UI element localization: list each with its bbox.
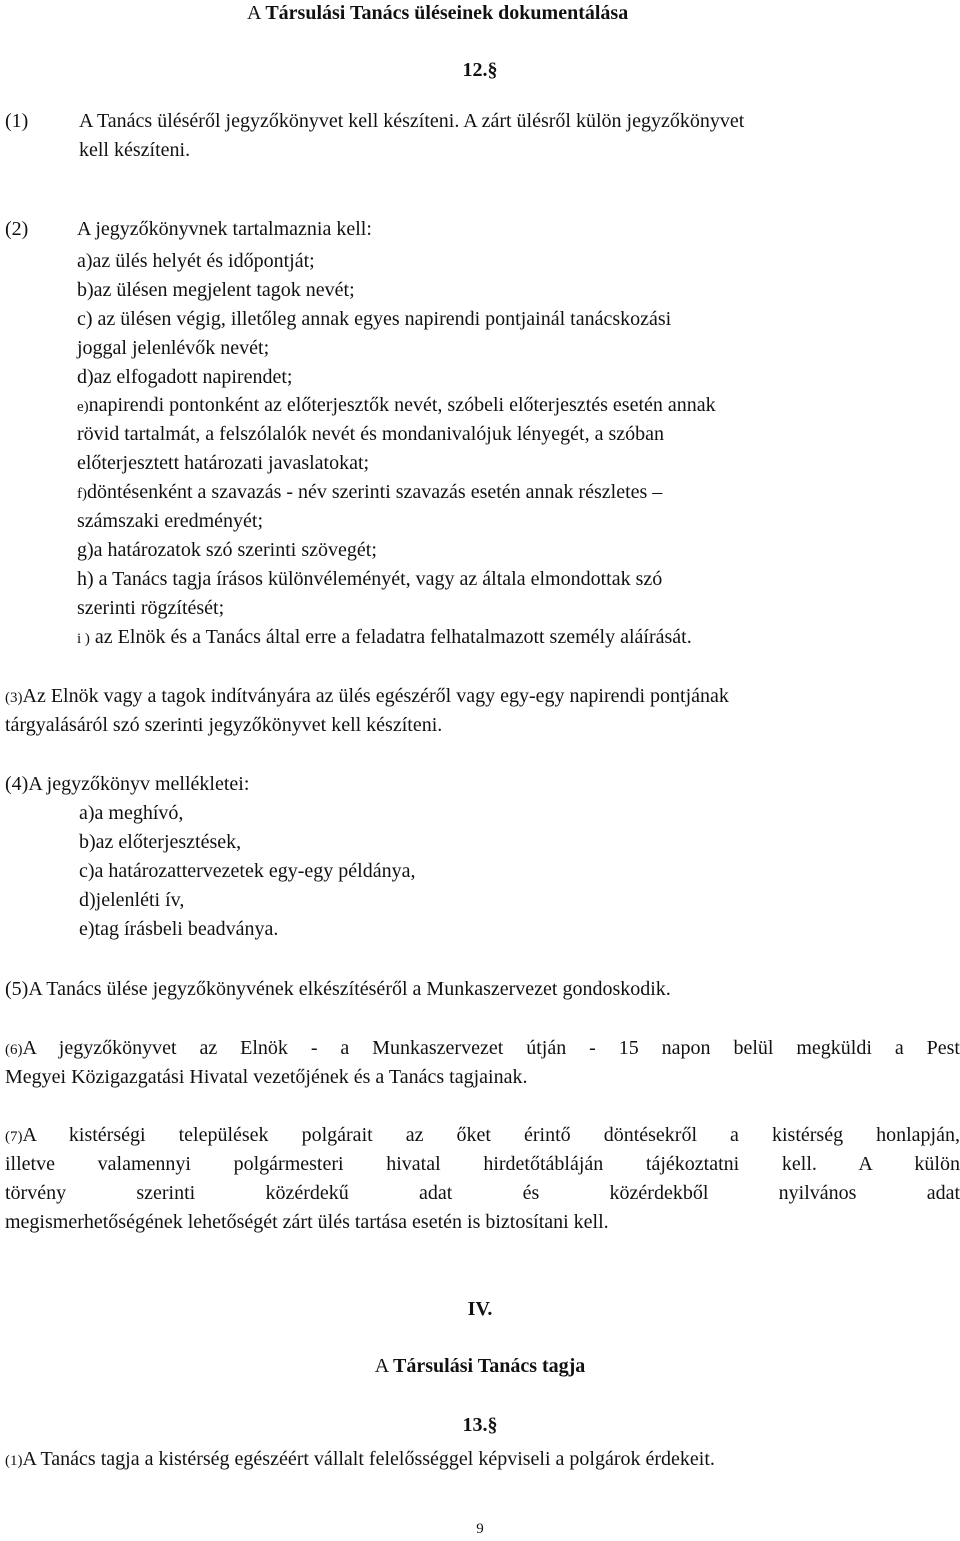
p2-item-h-cont: szerinti rögzítését; [77, 597, 225, 619]
p2-item-e-cont2: előterjesztett határozati javaslatokat; [77, 452, 370, 474]
p2-item-a: a)az ülés helyét és időpontját; [77, 250, 315, 272]
p2-item-c: c) az ülésen végig, illetőleg annak egyes napirendi pontjainál tanácskozási [77, 308, 672, 330]
p2-item-f-cont: számszaki eredményét; [77, 510, 264, 532]
p2-intro: A jegyzőkönyvnek tartalmaznia kell: [77, 218, 372, 240]
p3-line1: (3)Az Elnök vagy a tagok indítványára az ülés egészéről vagy egy-egy napirendi pontjának [5, 685, 729, 707]
p2-item-h: h) a Tanács tagja írásos különvéleményét, vagy az általa elmondottak szó [77, 568, 663, 590]
p4-item-c: c)a határozattervezetek egy-egy példánya, [79, 860, 416, 882]
p7-line1: (7)A kistérségi települések polgárait az őket érintő döntésekről a kistérség honlapján, [5, 1124, 960, 1146]
p2-item-f: f)döntésenként a szavazás - név szerinti szavazás esetén annak részletes – [77, 481, 663, 503]
p4-intro: (4)A jegyzőkönyv mellékletei: [5, 773, 250, 795]
p1-line1: A Tanács üléséről jegyzőkönyvet kell készíteni. A zárt ülésről külön jegyzőkönyvet [79, 110, 745, 132]
p2-item-c-cont: joggal jelenlévők nevét; [77, 337, 270, 359]
p1-number: (1) [5, 110, 29, 132]
p3-line2: tárgyalásáról szó szerinti jegyzőkönyvet kell készíteni. [5, 714, 443, 736]
p1-line2: kell készíteni. [79, 139, 191, 161]
p5: (5)A Tanács ülése jegyzőkönyvének elkészítéséről a Munkaszervezet gondoskodik. [5, 978, 671, 1000]
p4-item-a: a)a meghívó, [79, 802, 184, 824]
p7-line4: megismerhetőségének lehetőségét zárt ülés tartása esetén is biztosítani kell. [5, 1211, 609, 1233]
page-number: 9 [476, 1521, 484, 1537]
section-number-12: 12.§ [462, 59, 498, 81]
p2-number: (2) [5, 218, 29, 240]
chapter-number: IV. [467, 1298, 493, 1320]
p4-item-d: d)jelenléti ív, [79, 889, 185, 911]
section-number-13: 13.§ [462, 1414, 498, 1436]
p4-item-b: b)az előterjesztések, [79, 831, 242, 853]
p6-line1: (6)A jegyzőkönyvet az Elnök - a Munkaszervezet útján - 15 napon belül megküldi a Pest [5, 1037, 960, 1059]
p13-1: (1)A Tanács tagja a kistérség egészéért vállalt felelősséggel képviseli a polgárok érdekeit. [5, 1448, 715, 1470]
p2-item-d: d)az elfogadott napirendet; [77, 366, 293, 388]
p4-item-e: e)tag írásbeli beadványa. [79, 918, 279, 940]
p2-item-g: g)a határozatok szó szerinti szövegét; [77, 539, 377, 561]
p2-item-i: i ) az Elnök és a Tanács által erre a feladatra felhatalmazott személy aláírását. [77, 626, 692, 648]
p6-line2: Megyei Közigazgatási Hivatal vezetőjének és a Tanács tagjainak. [5, 1066, 528, 1088]
chapter-title: A Társulási Tanács tagja [374, 1355, 586, 1377]
p2-item-e: e)napirendi pontonként az előterjesztők nevét, szóbeli előterjesztés esetén annak [77, 394, 716, 416]
section-heading: A Társulási Tanács üléseinek dokumentálása [247, 2, 629, 24]
p7-line2: illetve valamennyi polgármesteri hivatal hirdetőtábláján tájékoztatni kell. A külön [5, 1153, 960, 1175]
p7-line3: törvény szerinti közérdekű adat és közérdekből nyilvános adat [5, 1182, 960, 1204]
p2-item-b: b)az ülésen megjelent tagok nevét; [77, 279, 355, 301]
p2-item-e-cont1: rövid tartalmát, a felszólalók nevét és mondanivalójuk lényegét, a szóban [77, 423, 665, 445]
